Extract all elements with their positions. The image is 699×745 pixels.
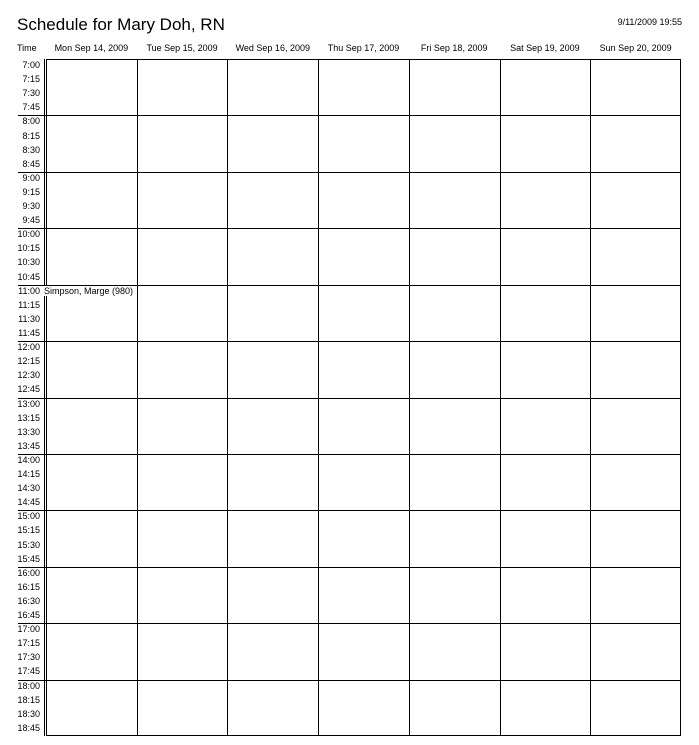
time-label: 15:45: [17, 553, 40, 564]
day-hour-cell[interactable]: [138, 286, 228, 341]
time-label: 16:00: [17, 567, 40, 578]
day-hour-cell[interactable]: [319, 173, 409, 228]
time-label: 17:00: [17, 624, 40, 635]
day-hour-cell[interactable]: [410, 286, 500, 341]
day-hour-cell[interactable]: [319, 342, 409, 397]
day-hour-cell[interactable]: [47, 624, 137, 679]
day-hour-cell[interactable]: [501, 60, 591, 115]
day-hour-cell[interactable]: [410, 342, 500, 397]
time-label: 16:45: [17, 610, 40, 621]
day-hour-cell[interactable]: [138, 342, 228, 397]
day-hour-cell[interactable]: [47, 342, 137, 397]
time-label: 13:30: [17, 426, 40, 437]
time-label: 11:15: [18, 299, 40, 310]
time-label: 12:45: [17, 384, 40, 395]
day-hour-cell[interactable]: [410, 173, 500, 228]
time-label: 16:30: [17, 595, 40, 606]
day-hour-cell[interactable]: [591, 681, 681, 736]
day-hour-cell[interactable]: [319, 229, 409, 284]
time-label: 17:45: [17, 666, 40, 677]
time-label: 15:00: [17, 511, 40, 522]
day-hour-cell[interactable]: [319, 568, 409, 623]
time-label: 14:45: [17, 497, 40, 508]
day-hour-cell[interactable]: [501, 342, 591, 397]
day-hour-cell[interactable]: [138, 624, 228, 679]
day-hour-cell[interactable]: [501, 173, 591, 228]
day-hour-cell[interactable]: [228, 173, 318, 228]
time-label: 14:00: [17, 454, 40, 465]
time-label: 18:30: [17, 708, 40, 719]
time-label: 11:45: [18, 327, 40, 338]
time-label: 15:30: [17, 539, 40, 550]
day-hour-cell[interactable]: [591, 286, 681, 341]
day-hour-cell[interactable]: [501, 511, 591, 566]
time-label: 8:00: [22, 116, 40, 127]
day-hour-cell[interactable]: [319, 511, 409, 566]
day-hour-cell[interactable]: [501, 116, 591, 171]
day-hour-cell[interactable]: [591, 624, 681, 679]
day-hour-cell[interactable]: [228, 511, 318, 566]
time-label: 7:00: [22, 60, 40, 70]
day-hour-cell[interactable]: [410, 511, 500, 566]
time-label: 15:15: [17, 525, 40, 536]
time-label: 9:45: [22, 215, 40, 226]
time-label: 13:00: [17, 398, 40, 409]
day-hour-cell[interactable]: [47, 511, 137, 566]
day-hour-cell[interactable]: [228, 342, 318, 397]
day-hour-cell[interactable]: [228, 624, 318, 679]
day-hour-cell[interactable]: [410, 229, 500, 284]
day-hour-cell[interactable]: [319, 681, 409, 736]
time-label: 14:30: [17, 483, 40, 494]
time-label: 12:30: [17, 370, 40, 381]
day-hour-cell[interactable]: [47, 681, 137, 736]
time-label: 17:15: [17, 638, 40, 649]
day-hour-cell[interactable]: [410, 568, 500, 623]
day-header: Mon Sep 14, 2009: [54, 43, 129, 53]
day-hour-cell[interactable]: [501, 681, 591, 736]
day-hour-cell[interactable]: [319, 116, 409, 171]
day-hour-cell[interactable]: [47, 455, 137, 510]
day-hour-cell[interactable]: [228, 681, 318, 736]
day-hour-cell[interactable]: [228, 286, 318, 341]
time-label: 7:15: [22, 74, 40, 85]
day-hour-cell[interactable]: [138, 455, 228, 510]
day-header: Sat Sep 19, 2009: [510, 43, 580, 53]
day-hour-cell[interactable]: [47, 173, 137, 228]
day-hour-cell[interactable]: [501, 229, 591, 284]
day-hour-cell[interactable]: [319, 455, 409, 510]
time-label: 13:15: [17, 412, 40, 423]
time-label: 9:00: [22, 172, 40, 183]
day-header: Tue Sep 15, 2009: [146, 43, 218, 53]
day-hour-cell[interactable]: [228, 116, 318, 171]
time-label: 14:15: [17, 469, 40, 480]
day-hour-cell[interactable]: [138, 511, 228, 566]
day-hour-cell[interactable]: [410, 116, 500, 171]
time-label: 12:15: [17, 356, 40, 367]
day-hour-cell[interactable]: [138, 681, 228, 736]
day-hour-cell[interactable]: [47, 229, 137, 284]
day-hour-cell[interactable]: [591, 455, 681, 510]
time-label: 8:15: [22, 130, 40, 141]
day-hour-cell[interactable]: [47, 60, 137, 115]
day-hour-cell[interactable]: [410, 624, 500, 679]
day-hour-cell[interactable]: [47, 399, 137, 454]
page-title: Schedule for Mary Doh, RN: [17, 15, 225, 34]
time-label: 11:30: [18, 313, 40, 324]
day-hour-cell[interactable]: [319, 399, 409, 454]
day-hour-cell[interactable]: [228, 399, 318, 454]
schedule-grid: [46, 59, 681, 736]
day-hour-cell[interactable]: [138, 568, 228, 623]
time-label: 13:45: [17, 440, 40, 451]
day-hour-cell[interactable]: [501, 624, 591, 679]
day-hour-cell[interactable]: [138, 229, 228, 284]
time-label: 18:15: [17, 694, 40, 705]
day-hour-cell[interactable]: [47, 116, 137, 171]
time-label: 8:30: [22, 144, 40, 155]
day-hour-cell[interactable]: [410, 399, 500, 454]
day-hour-cell[interactable]: [228, 229, 318, 284]
time-label: 11:00: [18, 285, 40, 296]
day-hour-cell[interactable]: [591, 511, 681, 566]
time-label: 7:45: [22, 102, 40, 113]
day-hour-cell[interactable]: [591, 116, 681, 171]
time-label: 9:30: [22, 201, 40, 212]
day-hour-cell[interactable]: [591, 568, 681, 623]
day-hour-cell[interactable]: [591, 173, 681, 228]
day-hour-cell[interactable]: [319, 286, 409, 341]
day-hour-cell[interactable]: [501, 568, 591, 623]
day-hour-cell[interactable]: [228, 455, 318, 510]
time-label: 18:45: [17, 722, 40, 733]
day-hour-cell[interactable]: [138, 173, 228, 228]
time-label: 9:15: [22, 186, 40, 197]
day-header: Fri Sep 18, 2009: [420, 43, 488, 53]
day-hour-cell[interactable]: [410, 681, 500, 736]
day-hour-cell[interactable]: [591, 229, 681, 284]
time-label: 10:30: [17, 257, 40, 268]
time-label: 10:00: [17, 229, 40, 240]
day-hour-cell[interactable]: [501, 286, 591, 341]
day-hour-cell[interactable]: [138, 60, 228, 115]
time-label: 17:30: [17, 652, 40, 663]
day-hour-cell[interactable]: [501, 399, 591, 454]
time-label: 8:45: [22, 158, 40, 169]
time-label: 10:45: [17, 271, 40, 282]
day-hour-cell[interactable]: [138, 399, 228, 454]
time-column-header: Time: [17, 43, 37, 53]
day-hour-cell[interactable]: [591, 60, 681, 115]
day-hour-cell[interactable]: [410, 60, 500, 115]
day-hour-cell[interactable]: [228, 568, 318, 623]
day-hour-cell[interactable]: [591, 342, 681, 397]
time-label: 16:15: [17, 581, 40, 592]
day-hour-cell[interactable]: [410, 455, 500, 510]
day-hour-cell[interactable]: [228, 60, 318, 115]
day-hour-cell[interactable]: [591, 399, 681, 454]
day-hour-cell[interactable]: [47, 568, 137, 623]
printed-timestamp: 9/11/2009 19:55: [617, 17, 682, 27]
day-hour-cell[interactable]: [319, 624, 409, 679]
day-header: Wed Sep 16, 2009: [235, 43, 310, 53]
time-label: 7:30: [22, 88, 40, 99]
time-label: 10:15: [17, 243, 40, 254]
day-header: Thu Sep 17, 2009: [327, 43, 400, 53]
day-hour-cell[interactable]: [138, 116, 228, 171]
day-header: Sun Sep 20, 2009: [599, 43, 672, 53]
time-label: 12:00: [17, 342, 40, 353]
day-hour-cell[interactable]: [319, 60, 409, 115]
appointment[interactable]: Simpson, Marge (980): [44, 285, 134, 296]
time-label: 18:00: [17, 680, 40, 691]
day-hour-cell[interactable]: [501, 455, 591, 510]
